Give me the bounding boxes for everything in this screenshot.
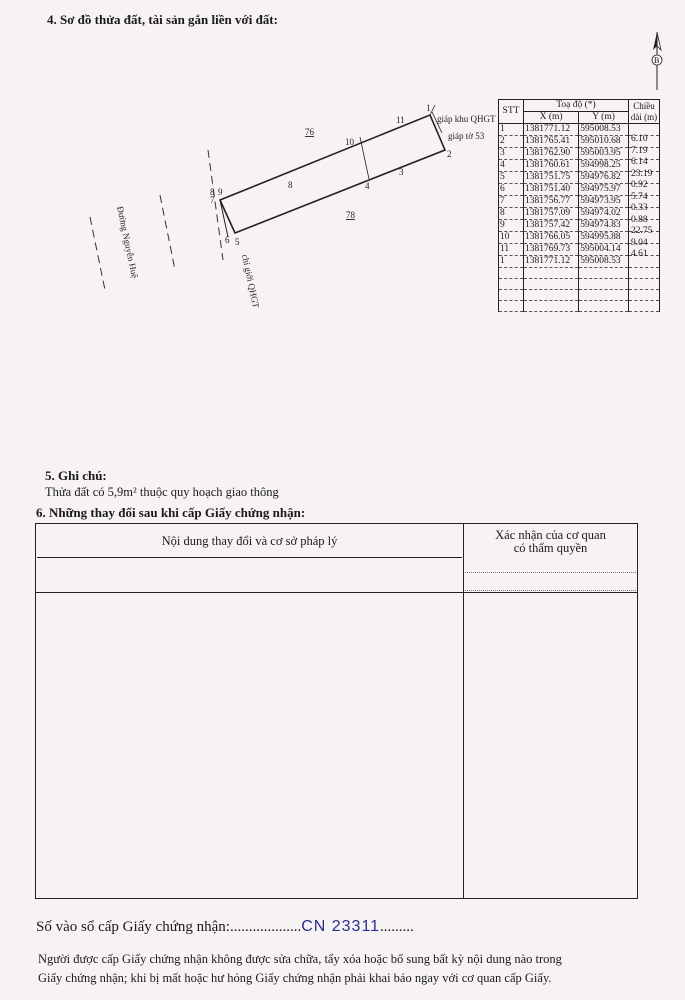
cell-x: 1381756.77	[524, 196, 579, 208]
cell-y: 594995.88	[579, 232, 629, 244]
header-stt: STT	[499, 100, 524, 124]
point-3-label: 3	[399, 167, 404, 177]
cell-x: 1381757.09	[524, 208, 579, 220]
cell-x: 1381760.61	[524, 160, 579, 172]
cell-stt: 9	[499, 220, 524, 232]
point-1-label: 1	[426, 103, 431, 113]
cell-x: 1381765.41	[524, 136, 579, 148]
cell-stt: 11	[499, 244, 524, 256]
cell-x: 1381769.73	[524, 244, 579, 256]
cell-y: 594975.97	[579, 184, 629, 196]
header-xac-nhan-2: có thẩm quyền	[513, 541, 588, 555]
cell-stt: 8	[499, 208, 524, 220]
cell-stt: 1	[499, 124, 524, 136]
point-8-label: 8	[210, 187, 215, 197]
footer-notice	[38, 950, 678, 988]
parcel-78-label: 78	[346, 210, 355, 220]
north-arrow-icon	[645, 30, 669, 92]
length-value: 0.88	[631, 214, 648, 225]
setback-label: chỉ giới QHGT	[240, 253, 262, 309]
cell-y: 595008.53	[579, 124, 629, 136]
register-dots-after: .........	[380, 919, 414, 935]
point-7-label: 7	[210, 195, 215, 205]
cell-y: 595008.53	[579, 256, 629, 268]
cell-y: 595010.68	[579, 136, 629, 148]
length-value: 5.74	[631, 191, 648, 202]
header-y: Y (m)	[579, 112, 629, 124]
header-toa-do: Toạ độ (*)	[524, 100, 629, 112]
cell-y: 595003.95	[579, 148, 629, 160]
cell-y: 594976.82	[579, 172, 629, 184]
point-5-label: 5	[235, 237, 240, 247]
cell-stt: 1	[499, 256, 524, 268]
table-row-empty	[499, 290, 660, 301]
cell-stt: 2	[499, 136, 524, 148]
cell-stt: 5	[499, 172, 524, 184]
road-edge-line	[90, 217, 105, 290]
setback-line	[220, 200, 228, 237]
cell-x: 1381766.05	[524, 232, 579, 244]
north-letter: B	[654, 56, 660, 65]
header-xac-nhan-1: Xác nhận của cơ quan	[495, 528, 606, 542]
point-6-label: 6	[225, 235, 230, 245]
cell-y: 595004.14	[579, 244, 629, 256]
cell-y: 594974.02	[579, 208, 629, 220]
register-line	[36, 918, 414, 936]
length-value: 23.19	[631, 168, 653, 179]
cell-x: 1381762.90	[524, 148, 579, 160]
register-dots: ...................	[229, 919, 302, 935]
length-value: 6.10	[631, 134, 648, 144]
cell-stt: 6	[499, 184, 524, 196]
cell-x: 1381751.75	[524, 172, 579, 184]
length-value: 9.04	[631, 237, 648, 248]
cell-y: 594974.83	[579, 220, 629, 232]
point-10-label: 10	[345, 137, 354, 147]
cell-stt: 10	[499, 232, 524, 244]
cell-x: 1381771.12	[524, 124, 579, 136]
footer-line-1: Người được cấp Giấy chứng nhận không được sửa chữa, tẩy xóa hoặc bổ sung bất kỳ nội dung nào trong	[38, 952, 562, 966]
road-center-line	[160, 195, 175, 270]
length-value: 7.19	[631, 145, 648, 156]
header-x: X (m)	[524, 112, 579, 124]
point-2-label: 2	[447, 149, 452, 159]
point-9-label: 9	[218, 187, 223, 197]
changes-table	[35, 523, 638, 899]
cell-x: 1381751.40	[524, 184, 579, 196]
cell-stt: 4	[499, 160, 524, 172]
giap-to-label: giáp tờ 53	[448, 131, 485, 141]
plot-sketch	[60, 95, 500, 310]
length-value: 6.14	[631, 157, 648, 167]
section-4-title: 4. Sơ đồ thửa đất, tài sản gắn liền với đất:	[47, 12, 278, 27]
giap-khu-label: giáp khu QHGT	[437, 114, 496, 124]
footer-line-2: Giấy chứng nhận; khi bị mất hoặc hư hỏng Giấy chứng nhận phải khai báo ngay với cơ quan cấp Giấy.	[38, 971, 552, 985]
cell-x: 1381771.12	[524, 256, 579, 268]
road-label: Đường Nguyễn Huệ	[115, 205, 141, 279]
parcel-inner-line	[360, 137, 369, 179]
header-chieu-dai: Chiều dài (m)	[629, 100, 660, 124]
parcel-outline	[220, 115, 445, 233]
point-4-label: 4	[365, 181, 370, 191]
point-11-label: 11	[396, 115, 405, 125]
section-6-title: 6. Những thay đổi sau khi cấp Giấy chứng nhận:	[36, 505, 306, 520]
cell-y: 594998.25	[579, 160, 629, 172]
table-row-empty	[499, 301, 660, 312]
register-number: CN 23311	[301, 918, 381, 935]
cell-stt: 3	[499, 148, 524, 160]
lengths-column	[631, 134, 652, 261]
cell-stt: 7	[499, 196, 524, 208]
header-noi-dung: Nội dung thay đổi và cơ sở pháp lý	[161, 534, 338, 548]
parcel-76-label: 76	[305, 127, 314, 137]
cell-x: 1381757.42	[524, 220, 579, 232]
table-row-empty	[499, 279, 660, 290]
length-value: 4.61	[631, 249, 648, 259]
parcel-8-label: 8	[288, 180, 293, 190]
length-value: 22.75	[631, 226, 653, 236]
length-value: 0.33	[631, 203, 648, 213]
register-label: Số vào sổ cấp Giấy chứng nhận:	[36, 919, 230, 935]
section-5-title: 5. Ghi chú:	[45, 468, 107, 483]
confirmation-cell[interactable]	[464, 593, 638, 899]
table-row-empty	[499, 268, 660, 279]
length-value: 0.92	[631, 180, 648, 190]
changes-content-cell[interactable]	[36, 593, 464, 899]
section-5-note: Thửa đất có 5,9m² thuộc quy hoạch giao thông	[45, 485, 279, 499]
cell-y: 594973.95	[579, 196, 629, 208]
